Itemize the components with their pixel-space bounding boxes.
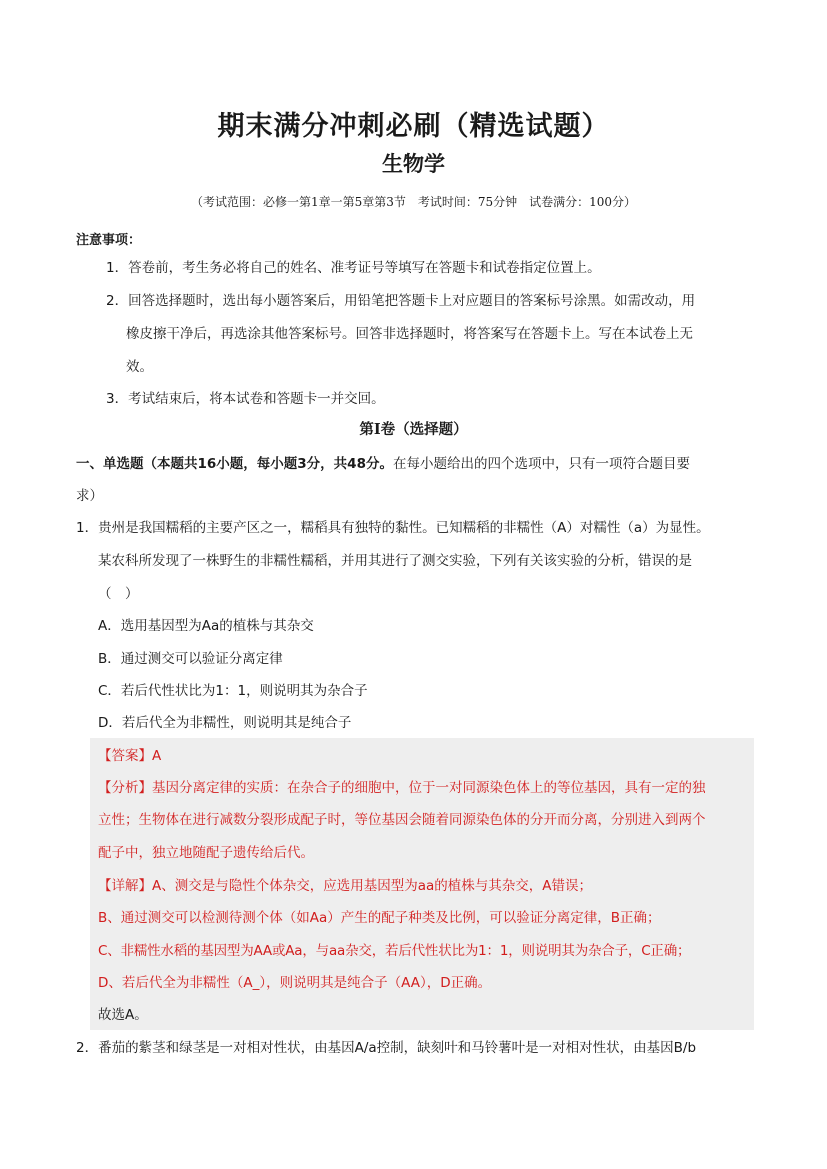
answer-label: 【答案】A (98, 748, 162, 764)
notice-item-1: 1．答卷前，考生务必将自己的姓名、准考证号等填写在答题卡和试卷指定位置上。 (106, 260, 601, 276)
notice-item-2-line1: 2．回答选择题时，选出每小题答案后，用铅笔把答题卡上对应题目的答案标号涂黑。如需改动，用 (106, 293, 696, 309)
section-heading-bold: 一、单选题（本题共16小题，每小题3分，共48分。 (76, 456, 393, 472)
section-heading-rest: 在每小题给出的四个选项中，只有一项符合题目要 (392, 456, 690, 472)
question-2-line1: 2．番茄的紫茎和绿茎是一对相对性状，由基因A/a控制，缺刻叶和马铃薯叶是一对相对性状，由基因B/b (76, 1040, 697, 1056)
subject-title: 生物学 (382, 151, 445, 176)
question-1-line2: 某农科所发现了一株野生的非糯性糯稻，并用其进行了测交实验，下列有关该实验的分析，错误的是 (98, 553, 692, 569)
option-b: B．通过测交可以验证分离定律 (98, 651, 283, 667)
answer-conclusion: 故选A。 (98, 1007, 148, 1023)
question-1-line3: （ ） (98, 586, 139, 602)
section-heading (76, 448, 690, 481)
page-title: 期末满分冲刺必刷（精选试题） (217, 111, 610, 142)
option-a: A．选用基因型为Aa的植株与其杂交 (98, 618, 314, 634)
option-c: C．若后代性状比为1：1，则说明其为杂合子 (98, 683, 368, 699)
notice-item-2-line3: 效。 (126, 359, 153, 375)
option-d: D．若后代全为非糯性，则说明其是纯合子 (98, 715, 352, 731)
analysis-line1: 【分析】基因分离定律的实质：在杂合子的细胞中，位于一对同源染色体上的等位基因，具有一定的独 (98, 780, 706, 796)
detail-line1: 【详解】A、测交是与隐性个体杂交，应选用基因型为aa的植株与其杂交，A错误； (98, 878, 593, 894)
question-1-line1: 1．贵州是我国糯稻的主要产区之一，糯稻具有独特的黏性。已知糯稻的非糯性（A）对糯性（a）为显性。 (76, 520, 710, 536)
detail-line3: C、非糯性水稻的基因型为AA或Aa，与aa杂交，若后代性状比为1：1，则说明其为杂合子，C正确； (98, 943, 691, 959)
analysis-line2: 立性；生物体在进行减数分裂形成配子时，等位基因会随着同源染色体的分开而分离，分别进入到两个 (98, 812, 706, 828)
section-title: 第Ⅰ卷（选择题） (359, 421, 468, 438)
notice-item-2-line2: 橡皮擦干净后，再选涂其他答案标号。回答非选择题时，将答案写在答题卡上。写在本试卷上无 (126, 326, 693, 342)
detail-line4: D、若后代全为非糯性（A_），则说明其是纯合子（AA），D正确。 (98, 975, 492, 991)
section-heading-line2: 求） (76, 488, 103, 504)
detail-line2: B、通过测交可以检测待测个体（如Aa）产生的配子种类及比例，可以验证分离定律，B正确； (98, 910, 661, 926)
exam-info: （考试范围：必修一第1章一第5章第3节 考试时间：75分钟 试卷满分：100分） (190, 195, 637, 209)
analysis-line3: 配子中，独立地随配子遗传给后代。 (98, 845, 314, 861)
notice-item-3: 3．考试结束后，将本试卷和答题卡一并交回。 (106, 391, 385, 407)
notice-heading: 注意事项： (76, 233, 142, 248)
